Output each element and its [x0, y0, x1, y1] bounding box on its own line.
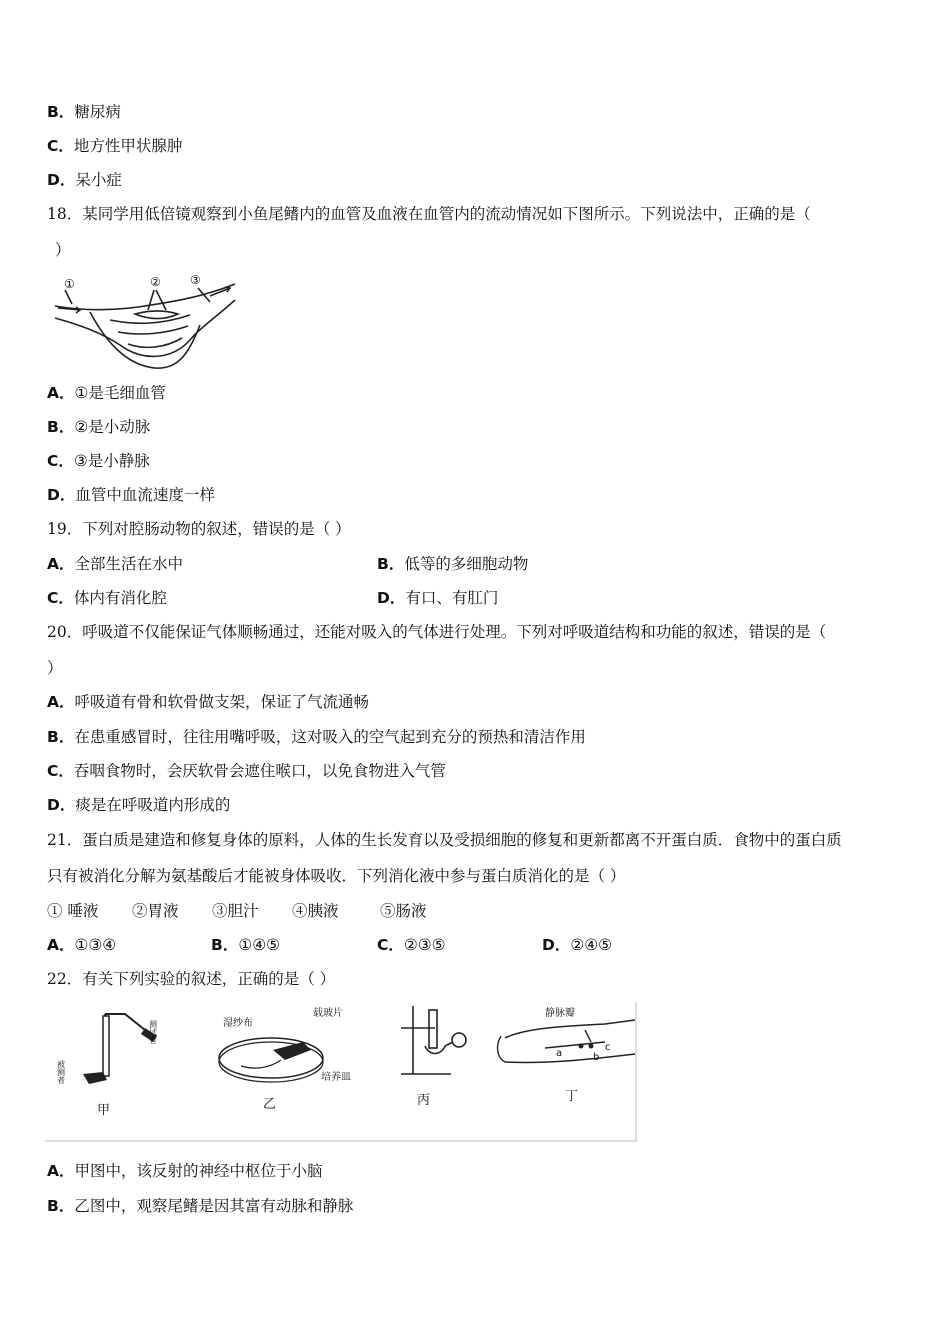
q22-ding-label-valve: 静脉瓣	[545, 1008, 575, 1019]
q21-item-4: ④胰液	[292, 902, 339, 920]
q22-jia-label-bottom: 被测者	[56, 1060, 66, 1084]
q22-option-a: A．甲图中，该反射的神经中枢位于小脑	[47, 1162, 323, 1180]
q22-figure-bing	[401, 1006, 466, 1074]
q18-option-d: D．血管中血流速度一样	[47, 486, 215, 504]
q17-option-c: C．地方性甲状腺肿	[47, 137, 183, 155]
q21-item-3: ③胆汁	[212, 902, 259, 920]
q18-stem: 18．某同学用低倍镜观察到小鱼尾鳍内的血管及血液在血管内的流动情况如下图所示。下列说法中，正确的是（	[47, 205, 811, 223]
q21-stem-line2: 只有被消化分解为氨基酸后才能被身体吸收．下列消化液中参与蛋白质消化的是（ ）	[47, 867, 626, 885]
q17-option-b: B．糖尿病	[47, 103, 121, 121]
q18-figure-label-1: ①	[64, 277, 75, 291]
q18-option-b: B．②是小动脉	[47, 418, 151, 436]
q19-option-a: A．全部生活在水中	[47, 555, 184, 573]
q18-stem-end: ）	[55, 241, 71, 259]
q22-option-b: B．乙图中，观察尾鳍是因其富有动脉和静脉	[47, 1197, 354, 1215]
q21-option-b: B．①④⑤	[211, 936, 281, 954]
q21-stem-line1: 21．蛋白质是建造和修复身体的原料，人体的生长发育以及受损细胞的修复和更新都离不开蛋白质．食物中的蛋白质	[47, 831, 842, 849]
q22-figure-jia	[57, 1014, 158, 1118]
q21-option-c: C．②③⑤	[377, 936, 446, 954]
q20-option-c: C．吞咽食物时，会厌软骨会遮住喉口，以免食物进入气管	[47, 762, 446, 780]
q19-option-d: D．有口、有肛门	[377, 589, 499, 607]
q18-figure-label-2: ②	[150, 275, 161, 289]
q20-option-b: B．在患重感冒时，往往用嘴呼吸，这对吸入的空气起到充分的预热和清洁作用	[47, 728, 586, 746]
q22-jia-caption: 甲	[97, 1103, 111, 1118]
q22-yi-label-cloth: 湿纱布	[223, 1018, 253, 1029]
q22-bing-caption: 丙	[417, 1093, 431, 1108]
q21-item-1: ① 唾液	[47, 902, 99, 920]
q22-ding-point-a: a	[556, 1048, 563, 1059]
q20-option-d: D．痰是在呼吸道内形成的	[47, 796, 231, 814]
q20-stem: 20．呼吸道不仅能保证气体顺畅通过，还能对吸入的气体进行处理。下列对呼吸道结构和功能的叙述，错误的是（	[47, 623, 827, 641]
q21-option-d: D．②④⑤	[542, 936, 613, 954]
q21-item-5: ⑤肠液	[380, 902, 427, 920]
q19-option-c: C．体内有消化腔	[47, 589, 167, 607]
q22-experiments-figure	[45, 1002, 637, 1142]
q22-yi-caption: 乙	[263, 1097, 277, 1112]
q22-yi-label-dish: 培养皿	[321, 1072, 351, 1083]
q22-ding-point-b: b	[593, 1052, 600, 1063]
q17-option-d: D．呆小症	[47, 171, 122, 189]
q18-blood-vessel-figure	[50, 270, 242, 380]
q19-option-b: B．低等的多细胞动物	[377, 555, 529, 573]
q20-stem-end: ）	[47, 659, 63, 677]
q22-ding-caption: 丁	[565, 1089, 579, 1104]
q22-figure-yi	[219, 1006, 351, 1112]
q18-option-a: A．①是毛细血管	[47, 384, 166, 402]
q18-figure-label-3: ③	[190, 273, 201, 287]
q21-item-2: ②胃液	[132, 902, 179, 920]
q22-yi-label-slide: 载玻片	[313, 1008, 343, 1019]
q22-jia-label-top: 测试者	[148, 1020, 158, 1044]
q21-option-a: A．①③④	[47, 936, 117, 954]
q22-stem: 22．有关下列实验的叙述，正确的是（ ）	[47, 970, 336, 988]
q20-option-a: A．呼吸道有骨和软骨做支架，保证了气流通畅	[47, 693, 370, 711]
q19-stem: 19．下列对腔肠动物的叙述，错误的是（ ）	[47, 520, 351, 538]
q18-option-c: C．③是小静脉	[47, 452, 150, 470]
q22-ding-point-c: c	[605, 1042, 611, 1053]
q22-figure-ding	[498, 1006, 635, 1104]
